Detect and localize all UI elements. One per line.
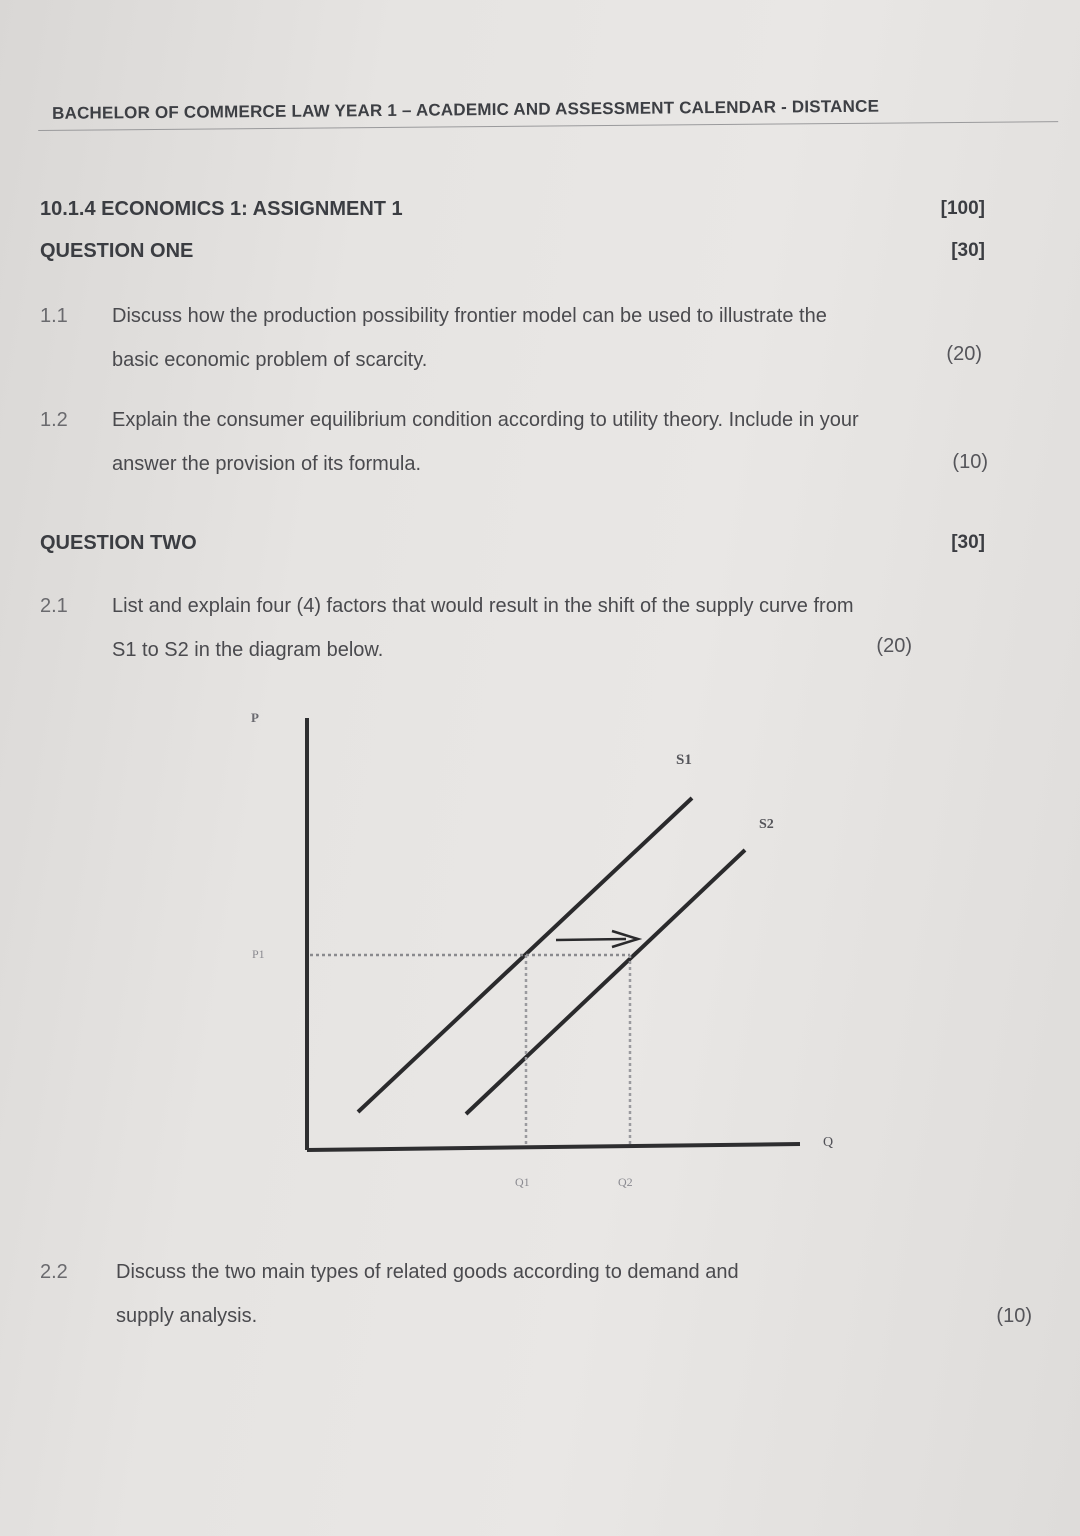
x-axis xyxy=(307,1144,800,1150)
question-text-line2: answer the provision of its formula. xyxy=(112,453,422,475)
question-text-line1: Explain the consumer equilibrium condition according to utility theory. Include in your xyxy=(112,409,859,431)
question-mark: (10) xyxy=(996,1305,1032,1327)
question-mark: (20) xyxy=(876,635,912,657)
question-number: 2.1 xyxy=(40,595,68,617)
question-text-line2: S1 to S2 in the diagram below. xyxy=(112,639,384,661)
question-text-line1: Discuss how the production possibility frontier model can be used to illustrate the xyxy=(112,305,827,327)
q1-label: Q1 xyxy=(515,1175,530,1189)
question-mark: (20) xyxy=(946,343,982,365)
question-2-2 xyxy=(40,1250,1030,1340)
question-text-line1: List and explain four (4) factors that would result in the shift of the supply curve from xyxy=(112,595,854,617)
question-mark: (10) xyxy=(952,451,988,473)
assignment-title: 10.1.4 ECONOMICS 1: ASSIGNMENT 1 xyxy=(40,198,403,220)
question-text-line2: basic economic problem of scarcity. xyxy=(112,349,428,371)
y-axis-label: P xyxy=(251,710,259,725)
question-one-title: QUESTION ONE xyxy=(40,240,194,262)
question-one-total: [30] xyxy=(951,240,985,261)
s1-label: S1 xyxy=(676,752,692,768)
q2-label: Q2 xyxy=(618,1175,633,1189)
assignment-total: [100] xyxy=(940,198,985,219)
question-text-line1: Discuss the two main types of related goods according to demand and xyxy=(116,1261,739,1283)
question-number: 1.1 xyxy=(40,305,68,327)
question-two-total: [30] xyxy=(951,532,985,553)
question-number: 1.2 xyxy=(40,409,68,431)
x-axis-label: Q xyxy=(823,1135,834,1150)
supply-curve-s2 xyxy=(466,850,745,1114)
price-p1-label: P1 xyxy=(252,947,265,961)
shift-arrow xyxy=(556,939,626,940)
question-number: 2.2 xyxy=(40,1261,68,1283)
question-two-title: QUESTION TWO xyxy=(40,532,197,554)
s2-label: S2 xyxy=(759,817,774,832)
document-header: BACHELOR OF COMMERCE LAW YEAR 1 – ACADEMIC AND ASSESSMENT CALENDAR - DISTANCE xyxy=(38,95,1058,131)
question-text-line2: supply analysis. xyxy=(116,1305,258,1327)
